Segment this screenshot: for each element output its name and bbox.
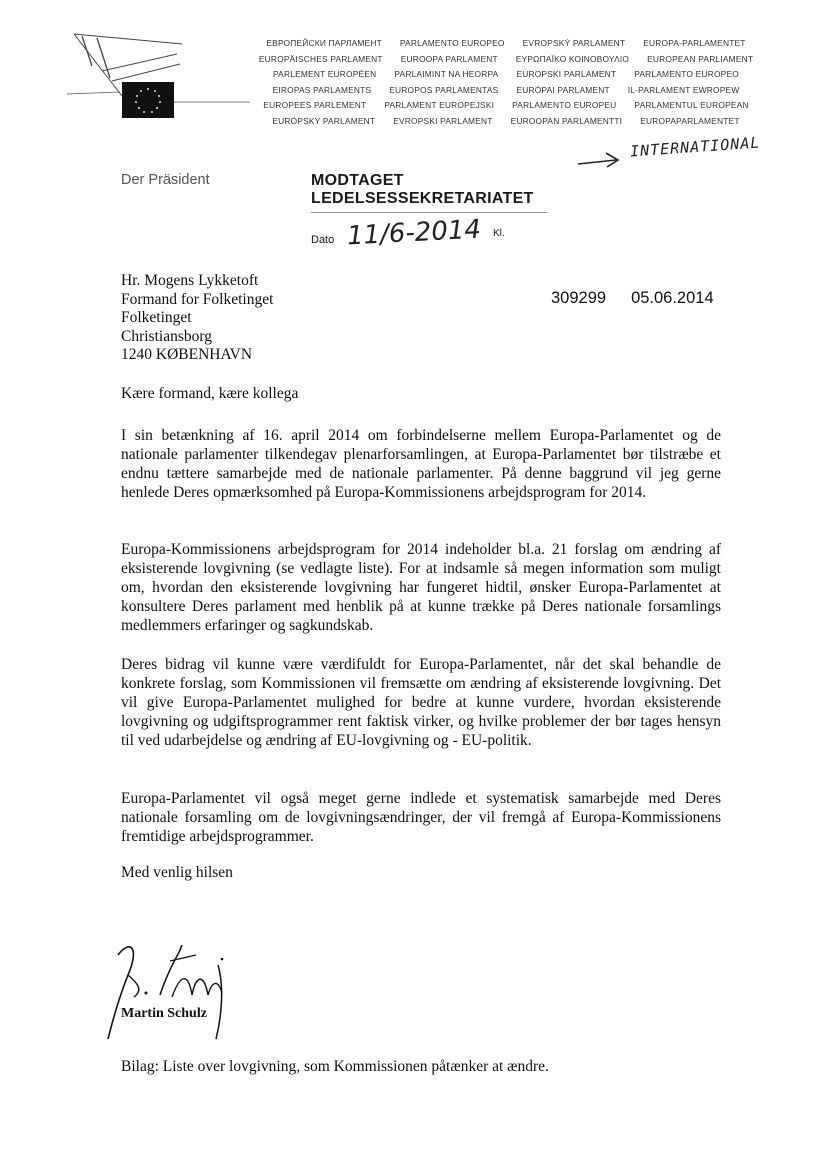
header-row bbox=[236, 83, 776, 99]
header-name: ΕΥΡΩΠΑΪΚΟ ΚΟΙΝΟΒΟΥΛΙΟ bbox=[515, 53, 630, 64]
stamp-line-2: LEDELSESSEKRETARIATET bbox=[311, 190, 534, 207]
reference-date: 05.06.2014 bbox=[631, 289, 714, 307]
header-name: EUROPEAN PARLIAMENT bbox=[647, 53, 754, 64]
handwritten-annotation bbox=[572, 133, 792, 176]
header-name: EUROPSKI PARLAMENT bbox=[516, 69, 617, 80]
header-name: PARLAMENT EUROPEJSKI bbox=[384, 100, 495, 111]
header-name: EVROPSKI PARLAMENT bbox=[393, 115, 493, 126]
closing: Med venlig hilsen bbox=[121, 864, 233, 881]
header-name: EURÓPSKY PARLAMENT bbox=[272, 115, 376, 126]
annotation-text: INTERNATIONAL bbox=[629, 133, 761, 161]
header-name: EUROPÄISCHES PARLAMENT bbox=[258, 53, 383, 64]
header-name: ЕВРОПЕЙСКИ ПАРЛАМЕНТ bbox=[266, 38, 382, 48]
header-name: PARLAMENTO EUROPEO bbox=[634, 69, 739, 80]
header-row bbox=[236, 67, 776, 83]
header-name: EUROOPAN PARLAMENTTI bbox=[510, 115, 623, 126]
reference-block bbox=[551, 289, 714, 308]
address-line: Christiansborg bbox=[121, 327, 212, 345]
body-paragraph: Deres bidrag vil kunne være værdifuldt for Europa-Parlamentet, når det skal behandle de konkrete forslag, som Kommissionen vil fremsætte om ændring af eksisterende lovgivning. Det vil give Europa-Parlamentet mulighed for bedre at kunne vurdere, hvordan eksisterende lovgivning og udgiftsprogrammer rent faktisk virker, og hvilke problemer der bør tages hensyn til ved udarbejdelse og ændring af EU-lovgivning og - EU-politik. bbox=[121, 656, 721, 749]
handwritten-signature bbox=[100, 935, 250, 1045]
address-line: Folketinget bbox=[121, 309, 192, 327]
sender-title: Der Präsident bbox=[121, 172, 210, 188]
header-name: EUROPEES PARLEMENT bbox=[263, 100, 367, 111]
header-name: EUROPAPARLAMENTET bbox=[640, 115, 740, 126]
body-paragraph: I sin betænkning af 16. april 2014 om forbindelserne mellem Europa-Parlamentet og de nationale parlamenter tilkendegav plenarforsamlingen, at Europa-Parlamentet bør tilstræbe et endnu tættere samarbejde med de nationale parlamenter. På denne baggrund vil jeg gerne henlede Deres opmærksomhed på Europa-Kommissionens arbejdsprogram for 2014. bbox=[121, 427, 721, 501]
stamp-date-label: Dato bbox=[311, 234, 335, 246]
header-name: PARLAIMINT NA HEORPA bbox=[394, 69, 499, 80]
header-row bbox=[236, 52, 776, 68]
attachment-note: Bilag: Liste over lovgivning, som Kommissionen påtænker at ændre. bbox=[121, 1058, 549, 1075]
european-parliament-logo bbox=[62, 26, 252, 126]
salutation: Kære formand, kære kollega bbox=[121, 385, 299, 402]
header-row bbox=[236, 114, 776, 130]
body-paragraph: Europa-Parlamentet vil også meget gerne indlede et systematisk samarbejde med Deres nationale forsamling om de lovgivningsændringer, der vil fremgå af Europa-Kommissionens fremtidige arbejdsprogrammer. bbox=[121, 790, 721, 845]
header-name: PARLAMENTO EUROPEU bbox=[512, 100, 617, 111]
header-name: EURÓPAI PARLAMENT bbox=[516, 84, 610, 95]
header-name: EUROPA-PARLAMENTET bbox=[643, 38, 746, 48]
header-row bbox=[236, 98, 776, 114]
header-name: EUROPOS PARLAMENTAS bbox=[389, 84, 499, 95]
header-name: PARLEMENT EUROPÉEN bbox=[273, 69, 377, 80]
address-line: 1240 KØBENHAVN bbox=[121, 346, 253, 364]
body-paragraph: Europa-Kommissionens arbejdsprogram for 2014 indeholder bl.a. 21 forslag om ændring af eksisterende lovgivning (se vedlagte liste). For at indsamle så megen information som muligt om, hvordan den eksisterende lovgivning har fungeret hidtil, ønsker Europa-Parlamentet at konsultere Deres parlament med henblik på at kunne trække på Deres nationale forsamlings medlemmers erfaringer og sagkundskab. bbox=[121, 541, 721, 634]
stamp-line-1: MODTAGET bbox=[311, 172, 404, 189]
address-line: Hr. Mogens Lykketoft bbox=[121, 272, 259, 289]
header-name: PARLAMENTUL EUROPEAN bbox=[634, 100, 749, 111]
header-name: EIROPAS PARLAMENTS bbox=[272, 84, 372, 95]
header-name: EVROPSKÝ PARLAMENT bbox=[522, 38, 626, 48]
reference-number: 309299 bbox=[551, 289, 607, 307]
received-stamp bbox=[311, 172, 551, 272]
header-name: EUROOPA PARLAMENT bbox=[400, 53, 498, 64]
header-name: IL-PARLAMENT EWROPEW bbox=[627, 84, 740, 95]
header-name: PARLAMENTO EUROPEO bbox=[399, 38, 505, 48]
signer-name: Martin Schulz bbox=[121, 1006, 207, 1021]
stamp-kl-label: Kl. bbox=[493, 228, 505, 239]
address-line: Formand for Folketinget bbox=[121, 290, 274, 308]
stamp-divider bbox=[311, 212, 547, 213]
header-row bbox=[236, 36, 776, 52]
recipient-address bbox=[121, 272, 273, 365]
institution-names-header bbox=[236, 36, 776, 130]
stamp-date-handwritten: 11/6-2014 bbox=[346, 214, 482, 252]
